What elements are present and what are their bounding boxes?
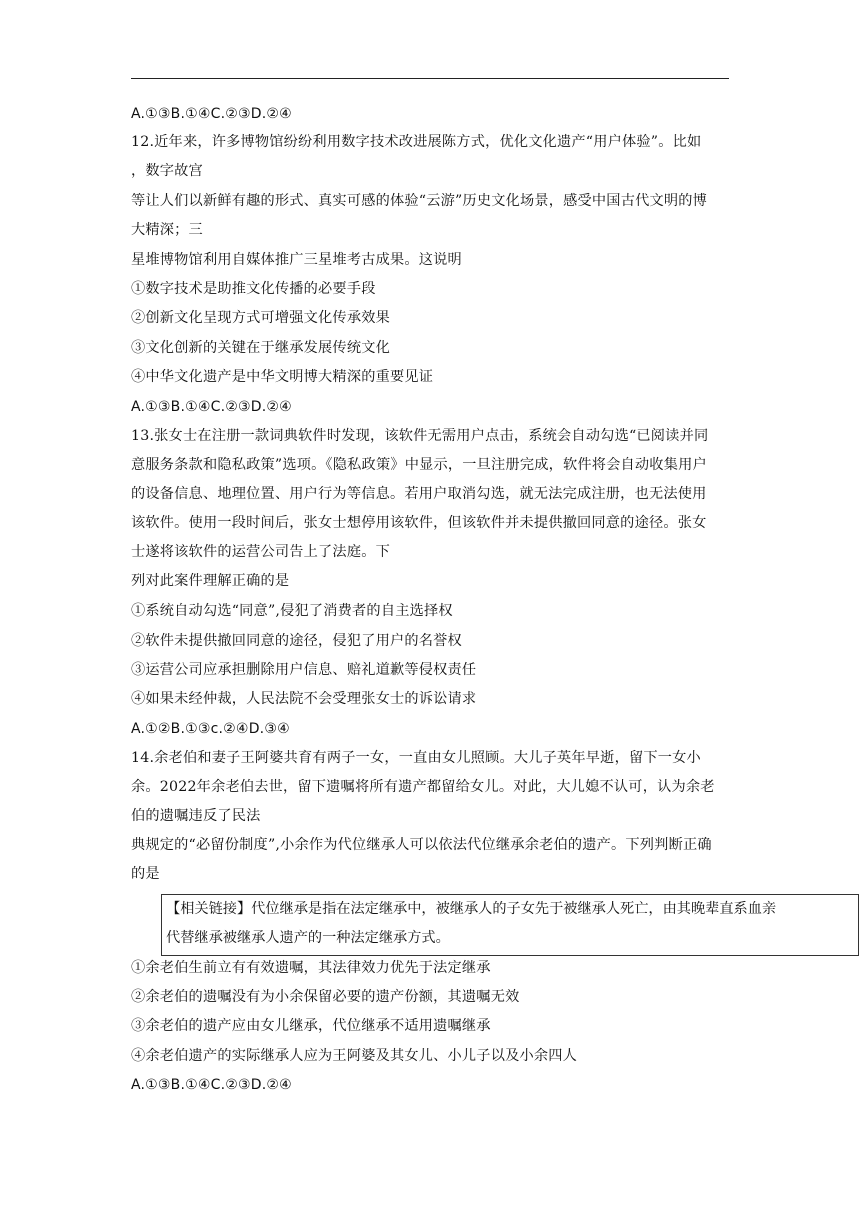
q13-options: A.①②B.①③c.②④D.③④ <box>131 721 290 737</box>
related-link-line: 【相关链接】代位继承是指在法定继承中，被继承人的子女先于被继承人死亡，由其晚辈直系血亲 <box>166 901 777 917</box>
q14-choice-3: ③余老伯的遗产应由女儿继承，代位继承不适用遗嘱继承 <box>131 1018 491 1034</box>
header-rule <box>131 78 729 79</box>
q12-choice-4: ④中华文化遗产是中华文明博大精深的重要见证 <box>131 369 434 385</box>
q14-choice-4: ④余老伯遗产的实际继承人应为王阿婆及其女儿、小儿子以及小余四人 <box>131 1048 578 1064</box>
q12-stem-line: ，数字故宫 <box>131 163 203 179</box>
q14-stem-line: 余。2022年余老伯去世，留下遗嘱将所有遗产都留给女儿。对此，大儿媳不认可，认为余老 <box>131 779 715 795</box>
q14-stem-line: 典规定的“必留份制度”,小余作为代位继承人可以依法代位继承余老伯的遗产。下列判断正确 <box>131 837 712 853</box>
q13-choice-3: ③运营公司应承担删除用户信息、赔礼道歉等侵权责任 <box>131 662 477 678</box>
q13-stem-line: 意服务条款和隐私政策”选项。《隐私政策》中显示，一旦注册完成，软件将会自动收集用户 <box>131 457 707 473</box>
q13-stem-line: 该软件。使用一段时间后，张女士想停用该软件，但该软件并未提供撤回同意的途径。张女 <box>131 515 707 531</box>
related-link-line: 代替继承被继承人遗产的一种法定继承方式。 <box>166 930 450 946</box>
q12-stem-line: 12.近年来，许多博物馆纷纷利用数字技术改进展陈方式，优化文化遗产“用户体验”。比如 <box>131 134 702 150</box>
q12-options: A.①③B.①④C.②③D.②④ <box>131 399 292 415</box>
q13-choice-4: ④如果未经仲裁，人民法院不会受理张女士的诉讼请求 <box>131 691 477 707</box>
q14-stem-line: 伯的遗嘱违反了民法 <box>131 808 261 824</box>
q13-stem-line: 13.张女士在注册一款词典软件时发现，该软件无需用户点击，系统会自动勾选“已阅读并同 <box>131 428 709 444</box>
q12-stem-line: 星堆博物馆利用自媒体推广三星堆考古成果。这说明 <box>131 252 462 268</box>
q12-stem-line: 大精深；三 <box>131 222 203 238</box>
q13-choice-2: ②软件未提供撤回同意的途径，侵犯了用户的名誉权 <box>131 633 462 649</box>
q12-choice-2: ②创新文化呈现方式可增强文化传承效果 <box>131 310 390 326</box>
q13-stem-line: 士遂将该软件的运营公司告上了法庭。下 <box>131 544 390 560</box>
related-link-box <box>161 894 859 956</box>
q11-options: A.①③B.①④C.②③D.②④ <box>131 106 292 122</box>
q14-options: A.①③B.①④C.②③D.②④ <box>131 1077 292 1093</box>
q13-stem-line: 列对此案件理解正确的是 <box>131 573 290 589</box>
q14-stem-line: 的是 <box>131 866 160 882</box>
q14-choice-2: ②余老伯的遗嘱没有为小余保留必要的遗产份额，其遗嘱无效 <box>131 989 520 1005</box>
q13-stem-line: 的设备信息、地理位置、用户行为等信息。若用户取消勾选，就无法完成注册，也无法使用 <box>131 486 707 502</box>
q12-choice-1: ①数字技术是助推文化传播的必要手段 <box>131 281 376 297</box>
q14-choice-1: ①余老伯生前立有有效遗嘱，其法律效力优先于法定继承 <box>131 960 491 976</box>
q12-choice-3: ③文化创新的关键在于继承发展传统文化 <box>131 340 390 356</box>
q12-stem-line: 等让人们以新鲜有趣的形式、真实可感的体验“云游”历史文化场景，感受中国古代文明的博 <box>131 193 708 209</box>
q14-stem-line: 14.余老伯和妻子王阿婆共育有两子一女，一直由女儿照顾。大儿子英年早逝，留下一女小 <box>131 750 701 766</box>
q13-choice-1: ①系统自动勾选“同意”,侵犯了消费者的自主选择权 <box>131 603 453 619</box>
